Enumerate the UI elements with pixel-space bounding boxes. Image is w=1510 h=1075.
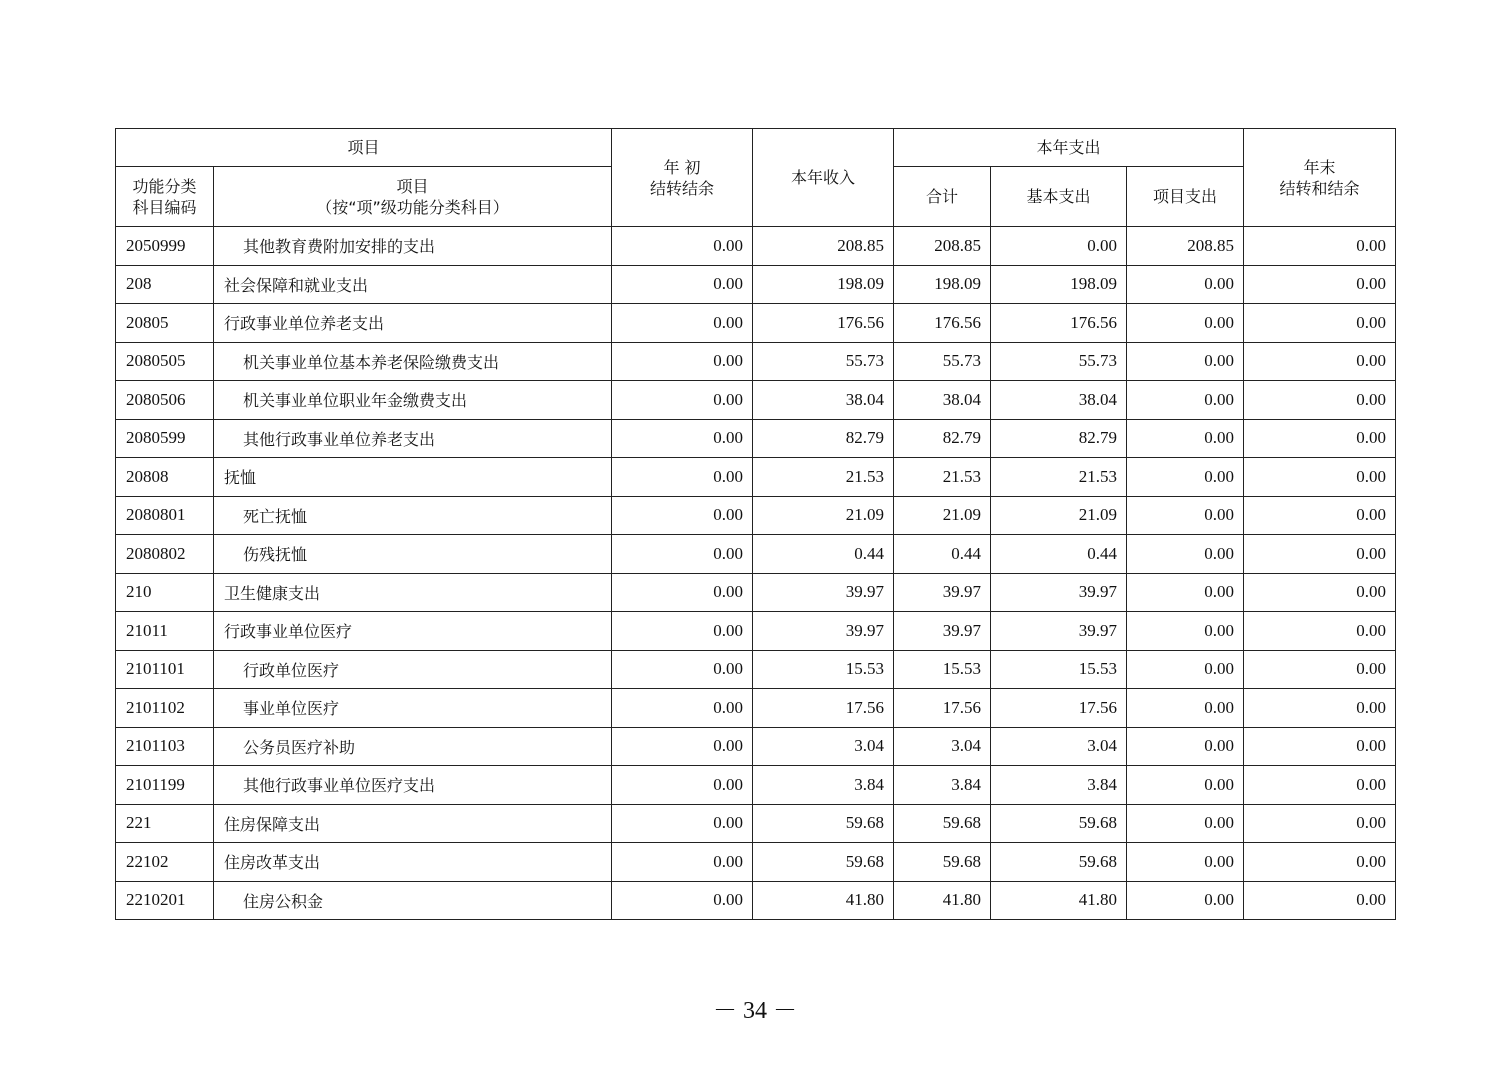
- cell-project: 0.00: [1127, 496, 1244, 535]
- cell-total: 176.56: [894, 304, 991, 343]
- header-opening-balance: 年 初 结转结余: [612, 129, 753, 227]
- cell-basic: 82.79: [991, 419, 1127, 458]
- cell-income: 39.97: [753, 612, 894, 651]
- cell-opening: 0.00: [612, 342, 753, 381]
- cell-name: 其他行政事业单位养老支出: [214, 419, 612, 458]
- cell-name: 社会保障和就业支出: [214, 265, 612, 304]
- cell-code: 221: [116, 804, 214, 843]
- cell-opening: 0.00: [612, 458, 753, 497]
- cell-project: 0.00: [1127, 573, 1244, 612]
- cell-basic: 0.00: [991, 227, 1127, 266]
- cell-total: 17.56: [894, 689, 991, 728]
- cell-closing: 0.00: [1244, 265, 1396, 304]
- cell-opening: 0.00: [612, 304, 753, 343]
- cell-name: 其他教育费附加安排的支出: [214, 227, 612, 266]
- table-row: [116, 342, 1396, 381]
- cell-opening: 0.00: [612, 612, 753, 651]
- table-row: [116, 419, 1396, 458]
- cell-basic: 21.53: [991, 458, 1127, 497]
- cell-code: 2101101: [116, 650, 214, 689]
- cell-project: 0.00: [1127, 419, 1244, 458]
- cell-basic: 0.44: [991, 535, 1127, 574]
- cell-opening: 0.00: [612, 419, 753, 458]
- cell-opening: 0.00: [612, 650, 753, 689]
- cell-income: 3.04: [753, 727, 894, 766]
- cell-total: 3.04: [894, 727, 991, 766]
- cell-project: 0.00: [1127, 458, 1244, 497]
- cell-name: 行政单位医疗: [214, 650, 612, 689]
- cell-code: 2080505: [116, 342, 214, 381]
- cell-closing: 0.00: [1244, 458, 1396, 497]
- cell-project: 0.00: [1127, 650, 1244, 689]
- cell-code: 2080599: [116, 419, 214, 458]
- cell-basic: 3.84: [991, 766, 1127, 805]
- table-row: [116, 612, 1396, 651]
- cell-project: 0.00: [1127, 381, 1244, 420]
- cell-closing: 0.00: [1244, 419, 1396, 458]
- cell-total: 208.85: [894, 227, 991, 266]
- cell-income: 208.85: [753, 227, 894, 266]
- cell-opening: 0.00: [612, 265, 753, 304]
- cell-opening: 0.00: [612, 881, 753, 920]
- cell-code: 210: [116, 573, 214, 612]
- cell-opening: 0.00: [612, 727, 753, 766]
- cell-basic: 39.97: [991, 612, 1127, 651]
- cell-total: 39.97: [894, 573, 991, 612]
- cell-closing: 0.00: [1244, 689, 1396, 728]
- table-row: [116, 535, 1396, 574]
- budget-table: [115, 128, 1396, 920]
- cell-code: 208: [116, 265, 214, 304]
- cell-project: 0.00: [1127, 689, 1244, 728]
- cell-basic: 176.56: [991, 304, 1127, 343]
- cell-income: 0.44: [753, 535, 894, 574]
- cell-opening: 0.00: [612, 227, 753, 266]
- cell-income: 3.84: [753, 766, 894, 805]
- cell-code: 2080802: [116, 535, 214, 574]
- cell-total: 59.68: [894, 804, 991, 843]
- cell-total: 21.53: [894, 458, 991, 497]
- cell-project: 0.00: [1127, 843, 1244, 882]
- cell-basic: 38.04: [991, 381, 1127, 420]
- table-row: [116, 650, 1396, 689]
- table-row: [116, 265, 1396, 304]
- cell-basic: 17.56: [991, 689, 1127, 728]
- cell-total: 39.97: [894, 612, 991, 651]
- header-project: 项目: [116, 129, 612, 167]
- cell-income: 59.68: [753, 843, 894, 882]
- table-row: [116, 458, 1396, 497]
- table-row: [116, 496, 1396, 535]
- cell-basic: 15.53: [991, 650, 1127, 689]
- cell-code: 2101199: [116, 766, 214, 805]
- cell-opening: 0.00: [612, 689, 753, 728]
- cell-name: 抚恤: [214, 458, 612, 497]
- cell-total: 15.53: [894, 650, 991, 689]
- cell-code: 2210201: [116, 881, 214, 920]
- table-header: [116, 129, 1396, 227]
- cell-total: 21.09: [894, 496, 991, 535]
- cell-closing: 0.00: [1244, 650, 1396, 689]
- table-row: [116, 381, 1396, 420]
- header-income: 本年收入: [753, 129, 894, 227]
- cell-code: 21011: [116, 612, 214, 651]
- cell-name: 机关事业单位职业年金缴费支出: [214, 381, 612, 420]
- cell-total: 82.79: [894, 419, 991, 458]
- cell-code: 2080506: [116, 381, 214, 420]
- cell-name: 住房改革支出: [214, 843, 612, 882]
- cell-opening: 0.00: [612, 496, 753, 535]
- cell-project: 0.00: [1127, 727, 1244, 766]
- cell-basic: 59.68: [991, 804, 1127, 843]
- cell-project: 0.00: [1127, 535, 1244, 574]
- cell-project: 0.00: [1127, 304, 1244, 343]
- cell-name: 住房保障支出: [214, 804, 612, 843]
- cell-income: 15.53: [753, 650, 894, 689]
- cell-name: 伤残抚恤: [214, 535, 612, 574]
- table-row: [116, 304, 1396, 343]
- cell-name: 死亡抚恤: [214, 496, 612, 535]
- table-row: [116, 843, 1396, 882]
- header-closing-balance: 年末 结转和结余: [1244, 129, 1396, 227]
- table-row: [116, 227, 1396, 266]
- cell-closing: 0.00: [1244, 881, 1396, 920]
- cell-name: 住房公积金: [214, 881, 612, 920]
- cell-project: 0.00: [1127, 342, 1244, 381]
- cell-total: 198.09: [894, 265, 991, 304]
- cell-opening: 0.00: [612, 381, 753, 420]
- cell-code: 22102: [116, 843, 214, 882]
- page-number: － 34 －: [713, 998, 797, 1024]
- cell-project: 0.00: [1127, 766, 1244, 805]
- header-project-expense: 项目支出: [1127, 167, 1244, 227]
- cell-project: 0.00: [1127, 265, 1244, 304]
- cell-opening: 0.00: [612, 573, 753, 612]
- cell-income: 39.97: [753, 573, 894, 612]
- cell-basic: 21.09: [991, 496, 1127, 535]
- cell-code: 2101103: [116, 727, 214, 766]
- cell-income: 17.56: [753, 689, 894, 728]
- cell-basic: 55.73: [991, 342, 1127, 381]
- cell-project: 0.00: [1127, 804, 1244, 843]
- cell-project: 0.00: [1127, 881, 1244, 920]
- cell-income: 21.09: [753, 496, 894, 535]
- cell-basic: 59.68: [991, 843, 1127, 882]
- cell-basic: 39.97: [991, 573, 1127, 612]
- cell-total: 38.04: [894, 381, 991, 420]
- cell-closing: 0.00: [1244, 535, 1396, 574]
- cell-closing: 0.00: [1244, 612, 1396, 651]
- cell-code: 20808: [116, 458, 214, 497]
- cell-closing: 0.00: [1244, 727, 1396, 766]
- cell-income: 82.79: [753, 419, 894, 458]
- cell-total: 59.68: [894, 843, 991, 882]
- cell-basic: 198.09: [991, 265, 1127, 304]
- cell-total: 55.73: [894, 342, 991, 381]
- cell-total: 41.80: [894, 881, 991, 920]
- cell-income: 55.73: [753, 342, 894, 381]
- cell-total: 3.84: [894, 766, 991, 805]
- cell-code: 2080801: [116, 496, 214, 535]
- cell-name: 事业单位医疗: [214, 689, 612, 728]
- header-expense-group: 本年支出: [894, 129, 1244, 167]
- cell-closing: 0.00: [1244, 766, 1396, 805]
- cell-basic: 41.80: [991, 881, 1127, 920]
- cell-name: 行政事业单位医疗: [214, 612, 612, 651]
- header-code: 功能分类 科目编码: [116, 167, 214, 227]
- cell-closing: 0.00: [1244, 381, 1396, 420]
- cell-income: 59.68: [753, 804, 894, 843]
- table-row: [116, 689, 1396, 728]
- cell-basic: 3.04: [991, 727, 1127, 766]
- cell-income: 41.80: [753, 881, 894, 920]
- cell-closing: 0.00: [1244, 804, 1396, 843]
- cell-income: 176.56: [753, 304, 894, 343]
- cell-name: 机关事业单位基本养老保险缴费支出: [214, 342, 612, 381]
- cell-closing: 0.00: [1244, 227, 1396, 266]
- cell-code: 20805: [116, 304, 214, 343]
- cell-closing: 0.00: [1244, 843, 1396, 882]
- cell-code: 2101102: [116, 689, 214, 728]
- cell-total: 0.44: [894, 535, 991, 574]
- cell-name: 其他行政事业单位医疗支出: [214, 766, 612, 805]
- header-basic: 基本支出: [991, 167, 1127, 227]
- cell-opening: 0.00: [612, 766, 753, 805]
- table-row: [116, 804, 1396, 843]
- cell-income: 38.04: [753, 381, 894, 420]
- table-row: [116, 881, 1396, 920]
- table-row: [116, 766, 1396, 805]
- header-item: 项目 （按“项”级功能分类科目）: [214, 167, 612, 227]
- cell-name: 公务员医疗补助: [214, 727, 612, 766]
- cell-closing: 0.00: [1244, 573, 1396, 612]
- cell-opening: 0.00: [612, 535, 753, 574]
- header-total: 合计: [894, 167, 991, 227]
- table-row: [116, 573, 1396, 612]
- cell-name: 卫生健康支出: [214, 573, 612, 612]
- table-row: [116, 727, 1396, 766]
- cell-income: 198.09: [753, 265, 894, 304]
- cell-code: 2050999: [116, 227, 214, 266]
- cell-closing: 0.00: [1244, 496, 1396, 535]
- cell-opening: 0.00: [612, 804, 753, 843]
- cell-opening: 0.00: [612, 843, 753, 882]
- cell-closing: 0.00: [1244, 342, 1396, 381]
- cell-closing: 0.00: [1244, 304, 1396, 343]
- cell-name: 行政事业单位养老支出: [214, 304, 612, 343]
- cell-income: 21.53: [753, 458, 894, 497]
- table-body: [116, 227, 1396, 920]
- cell-project: 208.85: [1127, 227, 1244, 266]
- cell-project: 0.00: [1127, 612, 1244, 651]
